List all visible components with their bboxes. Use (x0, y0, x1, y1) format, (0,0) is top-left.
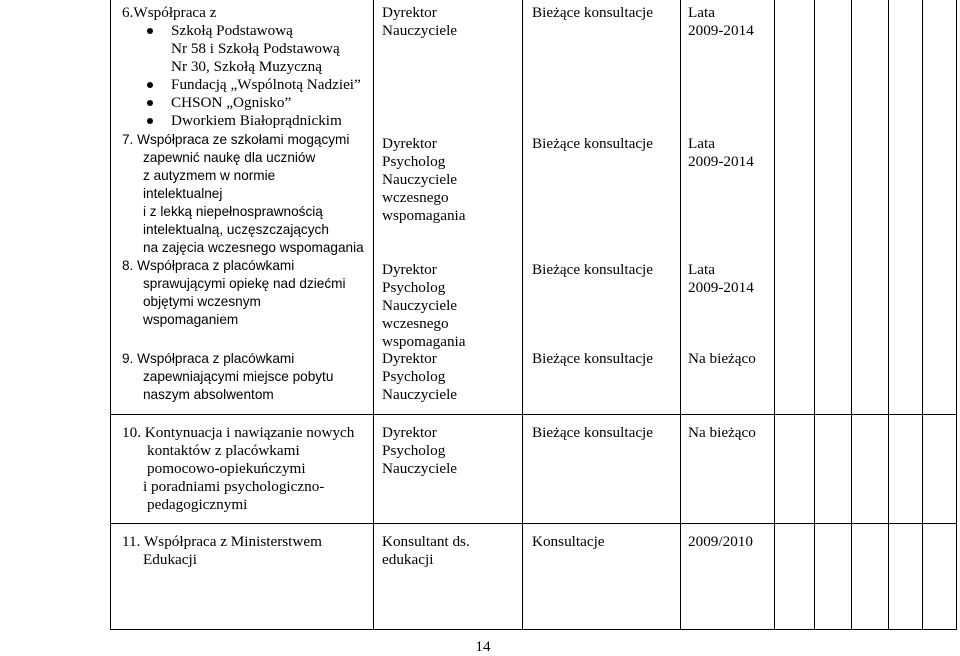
responsible-line: Konsultant ds. (382, 533, 470, 550)
task-number: 6. (122, 4, 134, 21)
responsible-line: Psycholog (382, 442, 446, 459)
term-cell (688, 350, 756, 368)
row-divider (110, 414, 957, 415)
form-cell (532, 4, 653, 22)
task-line: 11. Współpraca z Ministerstwem (122, 533, 322, 550)
column-divider (680, 0, 681, 630)
term-line: Lata (688, 4, 715, 21)
task-line: sprawującymi opiekę nad dziećmi (143, 276, 346, 291)
task-line: pedagogicznymi (147, 496, 248, 513)
task-line: zapewniającymi miejsce pobytu (143, 369, 334, 384)
task-cell-9 (122, 350, 333, 404)
form-text: Bieżące konsultacje (532, 4, 654, 21)
term-line: 2009/2010 (688, 533, 753, 550)
responsible-line: wczesnego (382, 315, 449, 332)
task-line: kontaktów z placówkami (147, 442, 300, 459)
responsible-cell (382, 533, 470, 569)
page-number (0, 638, 960, 656)
column-divider (522, 0, 523, 630)
task-cell-6 (122, 4, 216, 22)
list-item: Szkołą Podstawową (171, 22, 361, 40)
responsible-cell (382, 4, 457, 40)
task-line: intelektualną, uczęszczających (143, 222, 329, 237)
task-title: Współpraca z (133, 4, 217, 21)
table-border-left (110, 0, 111, 630)
responsible-line: Nauczyciele (382, 171, 458, 188)
responsible-cell (382, 350, 457, 404)
responsible-cell (382, 261, 466, 351)
page-number-text: 14 (475, 638, 491, 655)
responsible-line: wczesnego (382, 189, 449, 206)
column-divider (774, 0, 775, 630)
term-cell (688, 261, 754, 297)
task-line: i poradniami psychologiczno- (143, 478, 325, 495)
responsible-line: wspomagania (382, 333, 466, 350)
form-text: Konsultacje (532, 533, 605, 550)
term-line: 2009-2014 (688, 22, 754, 39)
term-line: Na bieżąco (688, 424, 756, 441)
term-line: Lata (688, 261, 715, 278)
partners-list (171, 22, 361, 130)
task-line: Edukacji (143, 551, 197, 568)
term-cell (688, 135, 754, 171)
responsible-line: Nauczyciele (382, 297, 458, 314)
form-text: Bieżące konsultacje (532, 350, 654, 367)
column-divider (922, 0, 923, 630)
list-item: CHSON „Ognisko” (171, 94, 361, 112)
responsible-line: Nauczyciele (382, 460, 458, 477)
task-cell-8 (122, 257, 346, 329)
column-divider (814, 0, 815, 630)
column-divider (888, 0, 889, 630)
task-line: 9. Współpraca z placówkami (122, 351, 295, 366)
task-line: na zajęcia wczesnego wspomagania (143, 240, 364, 255)
form-cell (532, 350, 653, 368)
responsible-line: Nauczyciele (382, 22, 458, 39)
responsible-line: Dyrektor (382, 261, 437, 278)
task-cell-10 (122, 424, 354, 514)
responsible-cell (382, 424, 457, 478)
column-divider (851, 0, 852, 630)
responsible-line: Dyrektor (382, 424, 437, 441)
term-line: 2009-2014 (688, 153, 754, 170)
task-line: 7. Współpraca ze szkołami mogącymi (122, 132, 350, 147)
term-line: Lata (688, 135, 715, 152)
task-line: wspomaganiem (143, 312, 239, 327)
table-border-right (956, 0, 957, 630)
responsible-line: edukacji (382, 551, 434, 568)
task-cell-11 (122, 533, 322, 569)
responsible-line: Dyrektor (382, 350, 437, 367)
task-line: naszym absolwentom (143, 387, 274, 402)
responsible-line: Dyrektor (382, 135, 437, 152)
term-cell (688, 424, 756, 442)
responsible-line: Psycholog (382, 279, 446, 296)
responsible-line: Dyrektor (382, 4, 437, 21)
task-line: z autyzmem w normie (143, 168, 276, 183)
task-line: 8. Współpraca z placówkami (122, 258, 295, 273)
task-line: zapewnić naukę dla uczniów (143, 150, 316, 165)
responsible-cell (382, 135, 466, 225)
responsible-line: Nauczyciele (382, 386, 458, 403)
term-cell (688, 533, 753, 551)
term-line: 2009-2014 (688, 279, 754, 296)
list-item: Nr 30, Szkołą Muzyczną (171, 58, 322, 75)
list-item: Nr 58 i Szkołą Podstawową (171, 40, 340, 57)
term-cell (688, 4, 754, 40)
form-text: Bieżące konsultacje (532, 424, 654, 441)
task-line: i z lekką niepełnosprawnością (143, 204, 323, 219)
list-item: Dworkiem Białoprądnickim (171, 112, 361, 130)
form-cell (532, 533, 605, 551)
form-cell (532, 261, 653, 279)
column-divider (373, 0, 374, 630)
task-line: intelektualnej (143, 186, 223, 201)
task-line: objętymi wczesnym (143, 294, 261, 309)
responsible-line: wspomagania (382, 207, 466, 224)
responsible-line: Psycholog (382, 368, 446, 385)
form-cell (532, 424, 653, 442)
form-cell (532, 135, 653, 153)
form-text: Bieżące konsultacje (532, 261, 654, 278)
task-cell-7 (122, 131, 364, 257)
responsible-line: Psycholog (382, 153, 446, 170)
list-item: Fundacją „Wspólnotą Nadziei” (171, 76, 361, 93)
table-border-bottom (110, 629, 957, 630)
term-line: Na bieżąco (688, 350, 756, 367)
task-line: 10. Kontynuacja i nawiązanie nowych (122, 424, 355, 441)
task-line: pomocowo-opiekuńczymi (147, 460, 306, 477)
form-text: Bieżące konsultacje (532, 135, 654, 152)
row-divider (110, 523, 957, 524)
